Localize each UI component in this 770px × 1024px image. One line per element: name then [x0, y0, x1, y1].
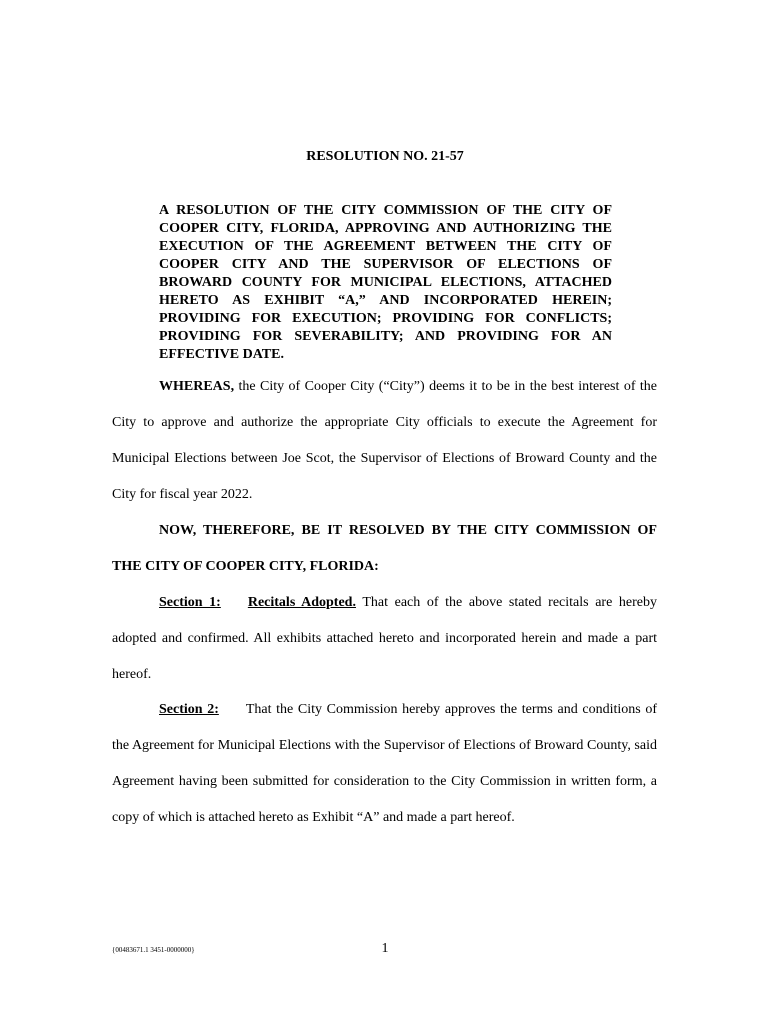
section-1-text: That each of the above stated recitals are hereby adopted and confirmed. All exhibits attached hereto and incorporated herein and made a part hereof.	[112, 595, 658, 682]
page-number: 1	[381, 941, 389, 956]
section-2-paragraph	[112, 692, 657, 836]
whereas-label: WHEREAS,	[159, 379, 235, 394]
resolved-text: NOW, THEREFORE, BE IT RESOLVED BY THE CITY COMMISSION OF THE CITY OF COOPER CITY, FLORIDA:	[112, 523, 657, 574]
section-2-label: Section 2:	[159, 702, 219, 717]
resolved-paragraph	[112, 513, 657, 585]
resolution-title: RESOLUTION NO. 21-57	[306, 149, 464, 164]
section-2-text: That the City Commission hereby approves the terms and conditions of the Agreement for Municipal Elections with the Supervisor of Elections of Broward County, said Agreement having been submitted for consideration to the City Commission in written form, a copy of which is attached hereto as Exhibit “A” and made a part hereof.	[112, 702, 657, 825]
whereas-text: the City of Cooper City (“City”) deems it to be in the best interest of the City to approve and authorize the appropriate City officials to execute the Agreement for Municipal Elections between Joe Scot, the Supervisor of Elections of Broward County and the City for fiscal year 2022.	[112, 379, 657, 502]
resolution-caption: A RESOLUTION OF THE CITY COMMISSION OF THE CITY OF COOPER CITY, FLORIDA, APPROVING AND AUTHORIZING THE EXECUTION OF THE AGREEMENT BETWEEN THE CITY OF COOPER CITY AND THE SUPERVISOR OF ELECTIONS OF BROWARD COUNTY FOR MUNICIPAL ELECTIONS, ATTACHED HERETO AS EXHIBIT “A,” AND INCORPORATED HEREIN; PROVIDING FOR EXECUTION; PROVIDING FOR CONFLICTS; PROVIDING FOR SEVERABILITY; AND PROVIDING FOR AN EFFECTIVE DATE.	[159, 203, 612, 362]
section-1-label: Section 1:	[159, 595, 221, 610]
section-1-paragraph	[112, 585, 657, 693]
document-footer-code: {00483671.1 3451-0000000}	[112, 946, 195, 954]
whereas-paragraph	[112, 369, 657, 513]
section-1-heading: Recitals Adopted.	[247, 595, 356, 610]
